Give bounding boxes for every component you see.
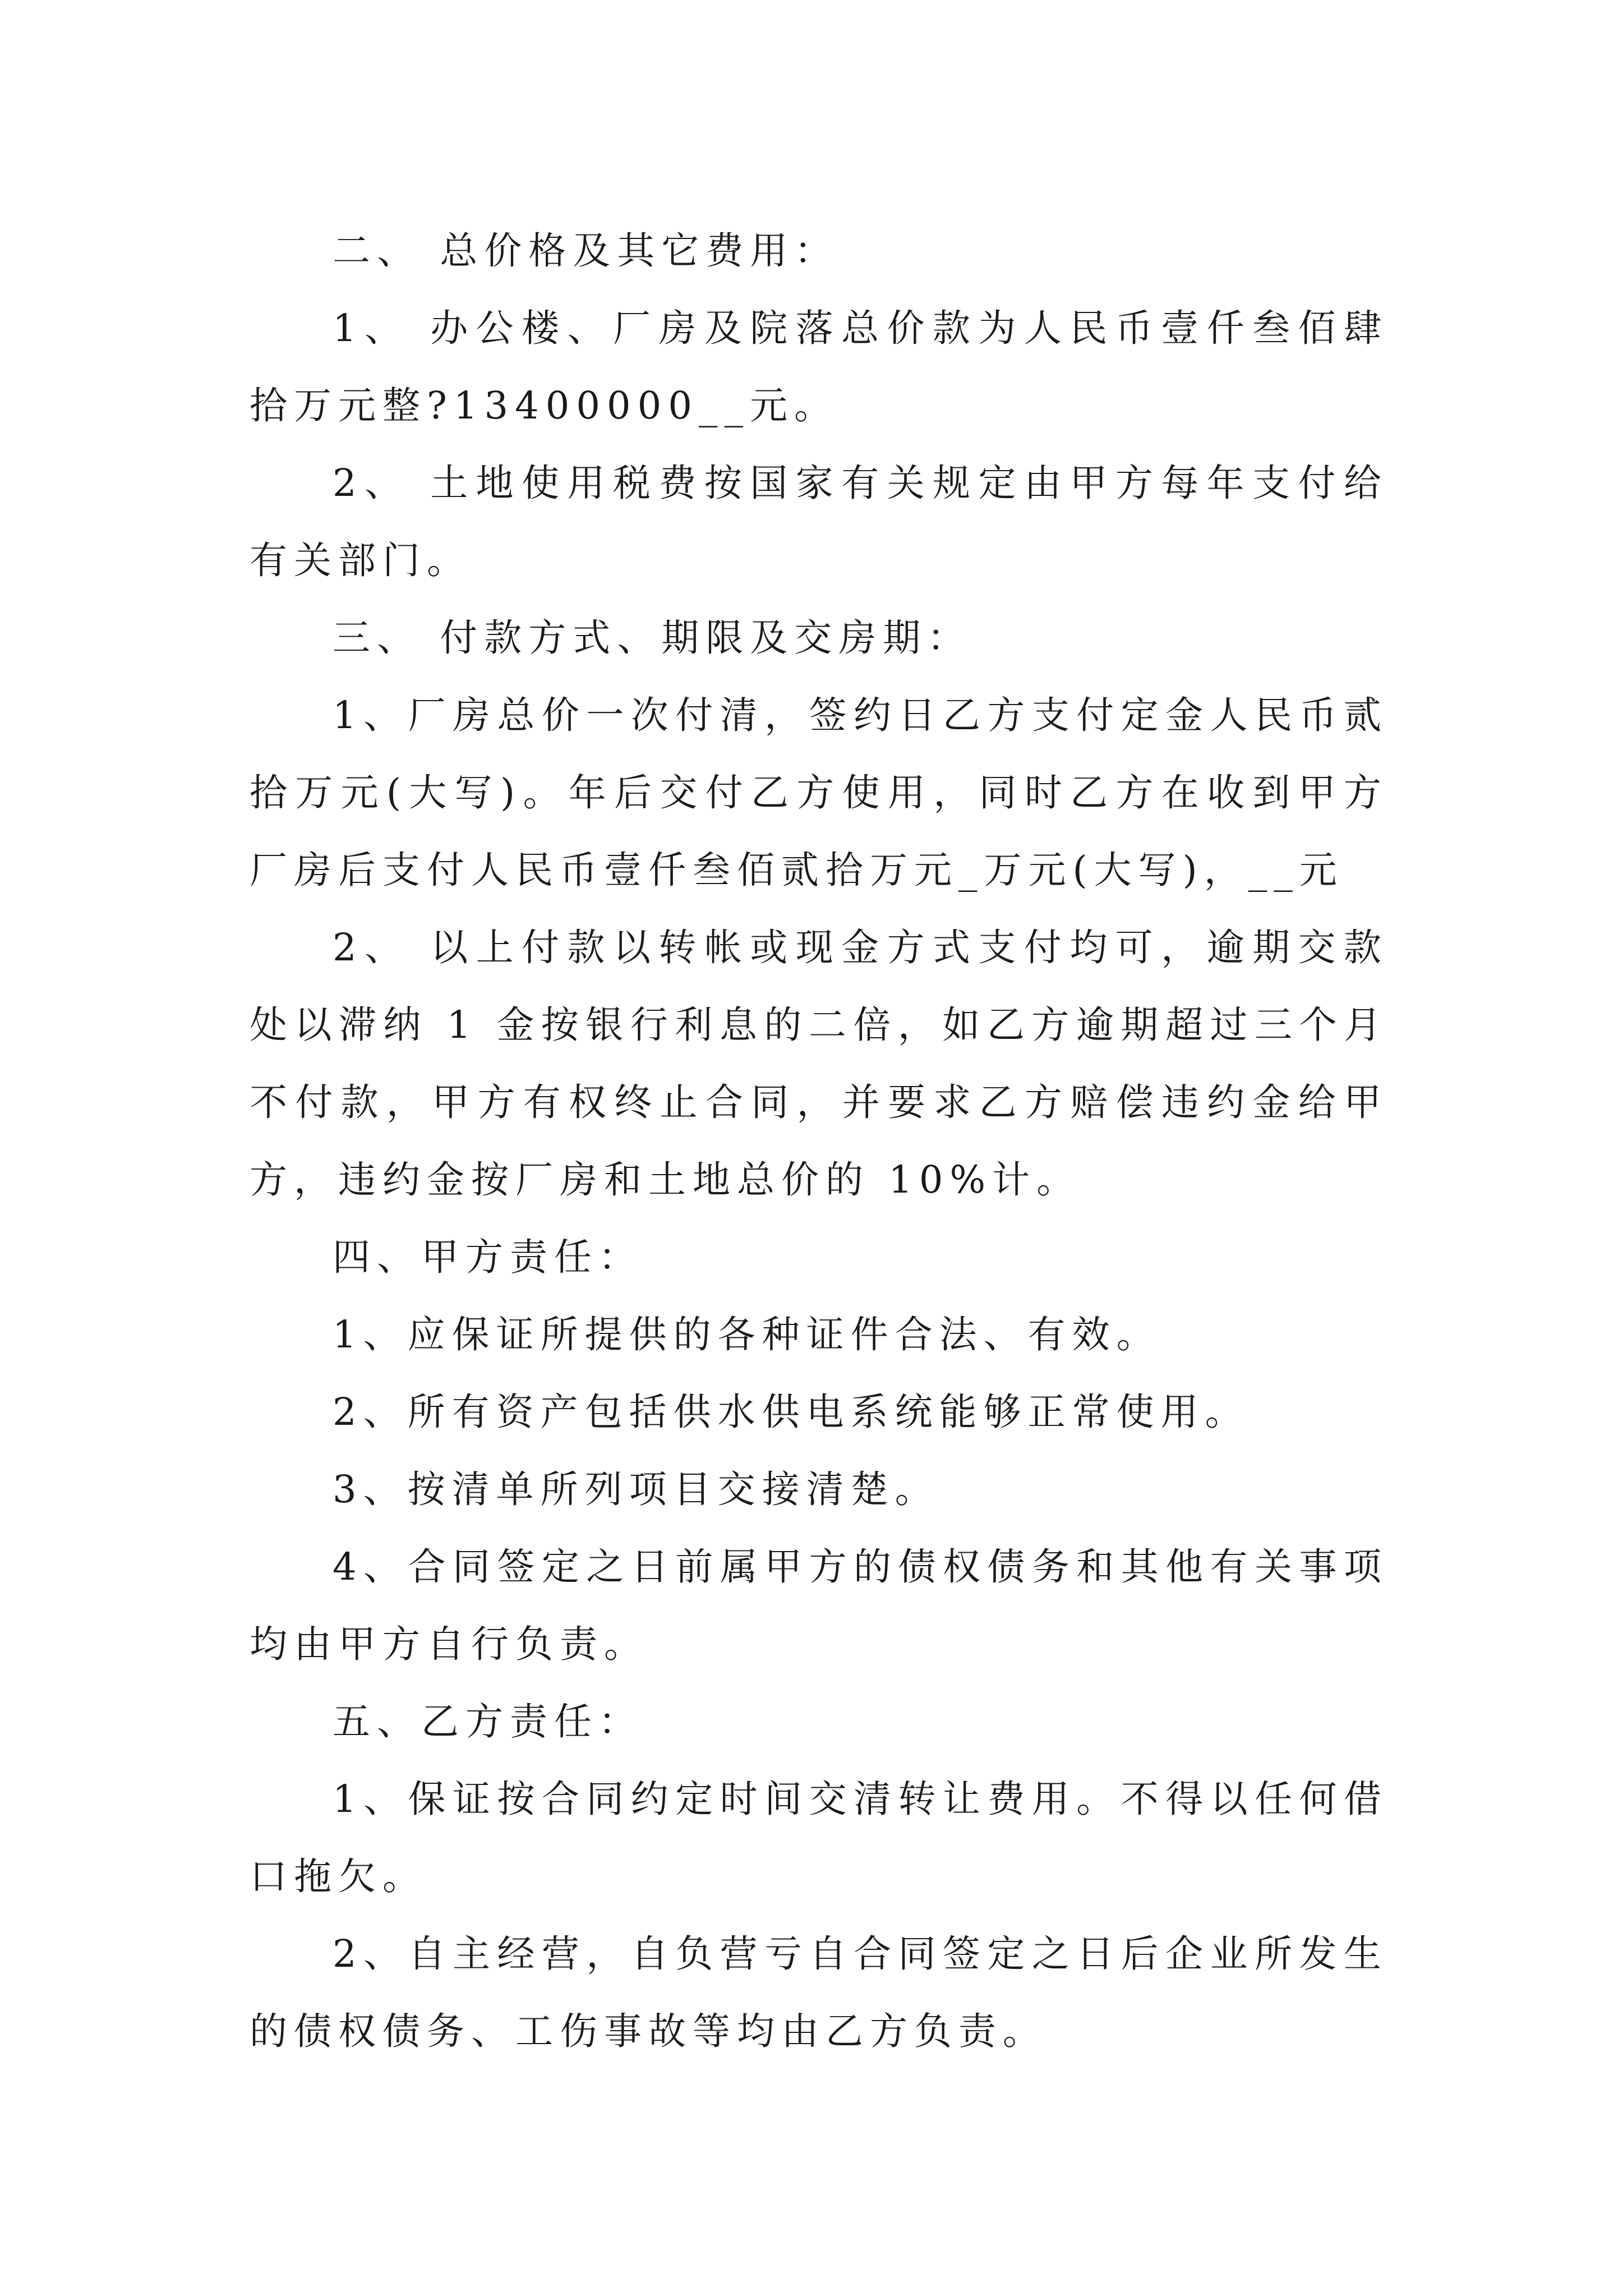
clause-4-1: 1、应保证所提供的各种证件合法、有效。 [333,1313,1161,1356]
clause-4-4: 4、合同签定之日前属甲方的债权债务和其他有关事项均由甲方自行负责。 [250,1545,1388,1666]
clause-3-2: 2、 以上付款以转帐或现金方式支付均可，逾期交款处以滞纳 1 金按银行利息的二倍，如乙方逾期超过三个月不付款，甲方有权终止合同，并要求乙方赔偿违约金给甲方，违约金按厂房和土地总价的 10%计。 [250,926,1388,1202]
clause-3-1: 1、厂房总价一次付清，签约日乙方支付定金人民币贰拾万元(大写)。年后交付乙方使用，同时乙方在收到甲方厂房后支付人民币壹仟叁佰贰拾万元_万元(大写)，__元 [250,693,1388,892]
clause-4-2: 2、所有资产包括供水供电系统能够正常使用。 [333,1390,1249,1434]
section-heading-4: 四、甲方责任： [333,1235,643,1279]
clause-2-1: 1、 办公楼、厂房及院落总价款为人民币壹仟叁佰肆拾万元整?13400000__元。 [250,306,1388,427]
clause-4-3: 3、按清单所列项目交接清楚。 [333,1467,939,1511]
clause-5-2: 2、自主经营，自负营亏自合同签定之日后企业所发生的债权债务、工伤事故等均由乙方负责。 [250,1932,1388,2053]
section-heading-5: 五、乙方责任： [333,1700,643,1743]
section-heading-2: 二、 总价格及其它费用： [333,229,839,273]
section-heading-3: 三、 付款方式、期限及交房期： [333,616,972,660]
clause-2-2: 2、 土地使用税费按国家有关规定由甲方每年支付给有关部门。 [250,461,1388,582]
document-body [250,212,1388,2070]
clause-5-1: 1、保证按合同约定时间交清转让费用。不得以任何借口拖欠。 [250,1777,1388,1898]
